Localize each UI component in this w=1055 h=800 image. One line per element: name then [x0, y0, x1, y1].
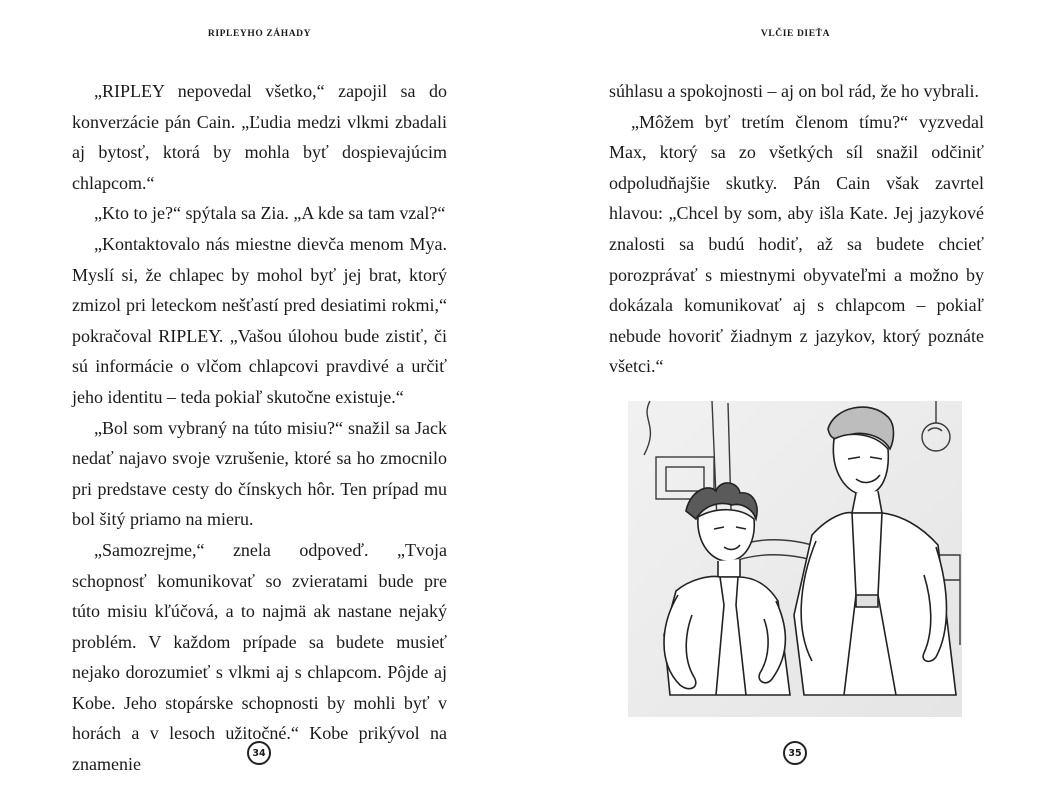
- paragraph: „Samozrejme,“ znela odpoveď. „Tvoja schopnosť komunikovať so zvieratami bude pre túto misiu kľúčová, a to najmä ak nastane nejaký problém. V každom prípade sa budete musieť nejako dorozumieť s vlkmi aj s chlapcom. Pôjde aj Kobe. Jeho stopárske schopnosti by mohli byť v horách a v lesoch užitočné.“ Kobe prikývol na znamenie: [72, 539, 447, 775]
- right-page-text: [609, 76, 984, 382]
- paragraph: „Bol som vybraný na túto misiu?“ snažil sa Jack nedať najavo svoje vzrušenie, ktoré sa ho zmocnilo pri predstave cesty do čínskych hôr. Ten prípad mu bol šitý priamo na mieru.: [72, 417, 447, 530]
- illustration-two-characters: [620, 395, 970, 723]
- paragraph: „Kto to je?“ spýtala sa Zia. „A kde sa tam vzal?“: [94, 203, 446, 224]
- paragraph: súhlasu a spokojnosti – aj on bol rád, že ho vybrali.: [609, 81, 979, 101]
- running-head-right: VLČIE DIEŤA: [760, 29, 831, 39]
- page-number-right: 35: [783, 741, 807, 765]
- paragraph: „Môžem byť tretím členom tímu?“ vyzvedal Max, ktorý sa zo všetkých síl snažil odčiniť odpoludňajšie skutky. Pán Cain však zavrtel hlavou: „Chcel by som, aby išla Kate. Jej jazykové znalosti sa budú hodiť, až sa budete chcieť porozprávať s miestnymi obyvateľmi a možno by dokázala komunikovať aj s chlapcom – pokiaľ nebude hovoriť žiadnym z jazykov, ktorý poznáte všetci.“: [609, 111, 984, 377]
- paragraph: „Kontaktovalo nás miestne dievča menom Mya. Myslí si, že chlapec by mohol byť jej brat, ktorý zmizol pri leteckom nešťastí pred desiatimi rokmi,“ pokračoval RIPLEY. „Vašou úlohou bude zistiť, či sú informácie o vlčom chlapcovi pravdivé a určiť jeho identitu – teda pokiaľ skutočne existuje.“: [72, 233, 447, 407]
- left-page: [0, 0, 527, 800]
- right-page: [528, 0, 1055, 800]
- left-page-text: [72, 76, 447, 780]
- paragraph: „RIPLEY nepovedal všetko,“ zapojil sa do konverzácie pán Cain. „Ľudia medzi vlkmi zbadali aj bytosť, ktorá by mohla byť dospievajúcim chlapcom.“: [72, 81, 447, 193]
- running-head-left: RIPLEYHO ZÁHADY: [207, 29, 312, 39]
- page-number-left: 34: [247, 741, 271, 765]
